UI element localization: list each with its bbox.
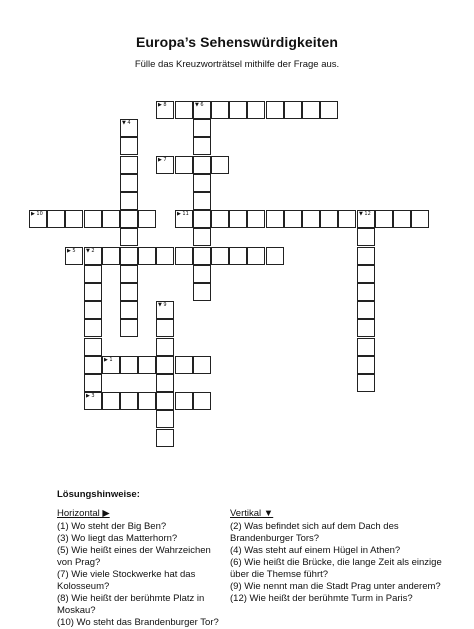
crossword-cell[interactable] <box>102 247 120 265</box>
crossword-cell[interactable] <box>193 192 211 210</box>
crossword-cell[interactable] <box>357 301 375 319</box>
vertical-heading: Vertikal ▼ <box>230 508 274 519</box>
crossword-cell[interactable] <box>302 101 320 119</box>
clue-number-label: ▼ 2 <box>86 248 95 254</box>
crossword-cell[interactable] <box>247 101 265 119</box>
clue-down-4: (4) Was steht auf einem Hügel in Athen? <box>230 545 401 556</box>
clue-number-label: ▼ 9 <box>158 302 167 308</box>
crossword-cell[interactable] <box>156 319 174 337</box>
crossword-cell[interactable] <box>193 137 211 155</box>
crossword-cell[interactable] <box>120 356 138 374</box>
crossword-cell[interactable] <box>84 319 102 337</box>
clue-number-label: ▶ 1 <box>104 357 113 363</box>
clue-down-2: (2) Was befindet sich auf dem Dach des Brandenburger Tors? <box>230 521 399 544</box>
crossword-cell[interactable] <box>120 265 138 283</box>
crossword-cell[interactable] <box>357 228 375 246</box>
crossword-cell[interactable] <box>102 210 120 228</box>
page-title: Europa’s Sehenswürdigkeiten <box>135 34 339 50</box>
crossword-cell[interactable] <box>156 429 174 447</box>
crossword-cell[interactable] <box>156 101 174 119</box>
crossword-cell[interactable] <box>84 283 102 301</box>
crossword-cell[interactable] <box>193 283 211 301</box>
crossword-cell[interactable] <box>357 374 375 392</box>
clue-down-9: (9) Wie nennt man die Stadt Prag unter anderem? <box>230 581 441 592</box>
crossword-cell[interactable] <box>193 392 211 410</box>
crossword-cell[interactable] <box>120 174 138 192</box>
crossword-cell[interactable] <box>266 101 284 119</box>
crossword-cell[interactable] <box>102 356 120 374</box>
crossword-cell[interactable] <box>393 210 411 228</box>
clues-heading: Lösungshinweise: <box>57 489 140 500</box>
crossword-cell[interactable] <box>84 338 102 356</box>
clue-across-5: (5) Wie heißt eines der Wahrzeichen von Prag? <box>57 545 211 568</box>
crossword-cell[interactable] <box>65 210 83 228</box>
crossword-cell[interactable] <box>138 392 156 410</box>
crossword-cell[interactable] <box>175 247 193 265</box>
crossword-cell[interactable] <box>193 228 211 246</box>
crossword-cell[interactable] <box>357 356 375 374</box>
crossword-cell[interactable] <box>193 265 211 283</box>
crossword-cell[interactable] <box>120 210 138 228</box>
crossword-cell[interactable] <box>302 210 320 228</box>
crossword-cell[interactable] <box>175 101 193 119</box>
crossword-cell[interactable] <box>120 119 138 137</box>
clue-number-label: ▼ 4 <box>122 120 131 126</box>
vertical-clues <box>230 508 445 605</box>
clue-across-7: (7) Wie viele Stockwerke hat das Kolosseum? <box>57 569 196 592</box>
crossword-cell[interactable] <box>175 210 193 228</box>
crossword-cell[interactable] <box>411 210 429 228</box>
crossword-cell[interactable] <box>156 156 174 174</box>
horizontal-heading: Horizontal ▶ <box>57 508 110 519</box>
crossword-cell[interactable] <box>156 374 174 392</box>
crossword-cell[interactable] <box>138 356 156 374</box>
crossword-cell[interactable] <box>120 319 138 337</box>
crossword-cell[interactable] <box>357 319 375 337</box>
crossword-cell[interactable] <box>47 210 65 228</box>
crossword-cell[interactable] <box>193 210 211 228</box>
crossword-cell[interactable] <box>156 247 174 265</box>
clue-number-label: ▶ 5 <box>67 248 76 254</box>
crossword-cell[interactable] <box>138 210 156 228</box>
crossword-cell[interactable] <box>357 338 375 356</box>
crossword-cell[interactable] <box>247 210 265 228</box>
crossword-cell[interactable] <box>138 247 156 265</box>
crossword-cell[interactable] <box>84 392 102 410</box>
crossword-cell[interactable] <box>229 101 247 119</box>
crossword-cell[interactable] <box>120 137 138 155</box>
crossword-cell[interactable] <box>120 228 138 246</box>
crossword-cell[interactable] <box>84 374 102 392</box>
crossword-cell[interactable] <box>156 392 174 410</box>
crossword-cell[interactable] <box>156 356 174 374</box>
crossword-cell[interactable] <box>357 265 375 283</box>
crossword-cell[interactable] <box>266 210 284 228</box>
crossword-cell[interactable] <box>175 392 193 410</box>
crossword-cell[interactable] <box>120 247 138 265</box>
crossword-cell[interactable] <box>211 101 229 119</box>
crossword-cell[interactable] <box>211 210 229 228</box>
clue-down-6: (6) Wie heißt die Brücke, die lange Zeit als einzige über die Themse führt? <box>230 557 442 580</box>
crossword-cell[interactable] <box>357 210 375 228</box>
crossword-cell[interactable] <box>193 356 211 374</box>
crossword-cell[interactable] <box>338 210 356 228</box>
crossword-cell[interactable] <box>357 283 375 301</box>
crossword-cell[interactable] <box>175 156 193 174</box>
crossword-cell[interactable] <box>84 356 102 374</box>
crossword-cell[interactable] <box>320 210 338 228</box>
crossword-cell[interactable] <box>29 210 47 228</box>
crossword-cell[interactable] <box>120 301 138 319</box>
crossword-cell[interactable] <box>247 247 265 265</box>
crossword-cell[interactable] <box>229 247 247 265</box>
crossword-cell[interactable] <box>84 265 102 283</box>
crossword-cell[interactable] <box>375 210 393 228</box>
crossword-cell[interactable] <box>65 247 83 265</box>
clue-number-label: ▶ 11 <box>177 211 189 217</box>
instructions-text: Fülle das Kreuzworträtsel mithilfe der Frage aus. <box>134 59 340 70</box>
crossword-cell[interactable] <box>211 247 229 265</box>
clue-across-1: (1) Wo steht der Big Ben? <box>57 521 167 532</box>
crossword-cell[interactable] <box>284 101 302 119</box>
crossword-cell[interactable] <box>156 410 174 428</box>
crossword-cell[interactable] <box>357 247 375 265</box>
crossword-cell[interactable] <box>102 392 120 410</box>
crossword-cell[interactable] <box>175 356 193 374</box>
crossword-cell[interactable] <box>193 247 211 265</box>
clue-number-label: ▶ 3 <box>86 393 95 399</box>
crossword-cell[interactable] <box>84 210 102 228</box>
clue-across-10: (10) Wo steht das Brandenburger Tor? <box>57 617 219 628</box>
clue-number-label: ▶ 10 <box>31 211 43 217</box>
clue-number-label: ▶ 8 <box>158 102 167 108</box>
crossword-cell[interactable] <box>120 192 138 210</box>
crossword-cell[interactable] <box>120 283 138 301</box>
crossword-cell[interactable] <box>156 338 174 356</box>
crossword-cell[interactable] <box>211 156 229 174</box>
clue-number-label: ▶ 7 <box>158 157 167 163</box>
clue-down-12: (12) Wie heißt der berühmte Turm in Paris? <box>230 593 413 604</box>
crossword-cell[interactable] <box>120 156 138 174</box>
crossword-cell[interactable] <box>84 247 102 265</box>
clue-across-8: (8) Wie heißt der berühmte Platz in Moskau? <box>57 593 205 616</box>
crossword-cell[interactable] <box>193 119 211 137</box>
crossword-cell[interactable] <box>193 174 211 192</box>
horizontal-clues <box>57 508 225 629</box>
crossword-cell[interactable] <box>320 101 338 119</box>
clue-number-label: ▼ 6 <box>195 102 204 108</box>
crossword-cell[interactable] <box>229 210 247 228</box>
crossword-cell[interactable] <box>193 101 211 119</box>
crossword-cell[interactable] <box>156 301 174 319</box>
clue-across-3: (3) Wo liegt das Matterhorn? <box>57 533 178 544</box>
crossword-cell[interactable] <box>266 247 284 265</box>
crossword-cell[interactable] <box>84 301 102 319</box>
crossword-cell[interactable] <box>284 210 302 228</box>
clue-number-label: ▼ 12 <box>359 211 371 217</box>
crossword-cell[interactable] <box>120 392 138 410</box>
crossword-cell[interactable] <box>193 156 211 174</box>
